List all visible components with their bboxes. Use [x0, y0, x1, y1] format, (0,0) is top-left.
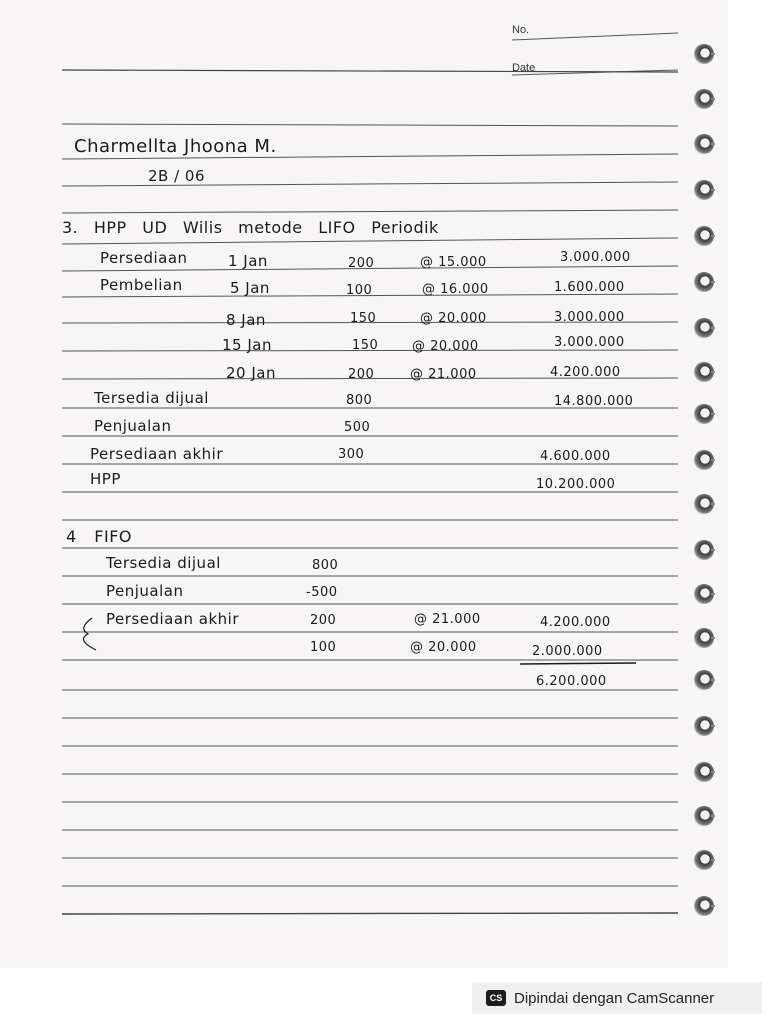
spiral-ring — [694, 670, 714, 690]
lifo-row-qty: 200 — [348, 256, 375, 271]
camscanner-text: Dipindai dengan CamScanner — [514, 989, 715, 1007]
fifo-ending-qty: 200 — [310, 613, 337, 628]
fifo-sales-label: Penjualan — [106, 582, 184, 600]
lifo-row-date: 5 Jan — [230, 279, 270, 297]
lifo-row-date: 20 Jan — [226, 364, 276, 382]
spiral-ring — [694, 628, 714, 648]
lifo-title: 3. HPP UD Wilis metode LIFO Periodik — [62, 218, 439, 237]
lifo-row-price: @ 15.000 — [420, 255, 487, 270]
lifo-row-total: 1.600.000 — [554, 280, 625, 295]
spiral-ring — [694, 180, 714, 200]
lifo-row-total: 4.200.000 — [550, 365, 621, 380]
student-name: Charmellta Jhoona M. — [74, 136, 277, 157]
sum-underline — [520, 663, 636, 664]
fifo-ending-qty: 100 — [310, 640, 337, 655]
fifo-ending-price: @ 21.000 — [414, 612, 481, 627]
spiral-ring — [694, 362, 714, 382]
class-number: 2B / 06 — [148, 167, 206, 185]
spiral-ring — [694, 762, 714, 782]
lifo-ending-qty: 300 — [338, 447, 365, 462]
fifo-title: 4 FIFO — [66, 527, 132, 546]
lifo-row-date: 8 Jan — [226, 311, 266, 329]
spiral-ring — [694, 404, 714, 424]
date-label: Date — [512, 62, 536, 74]
lifo-available-total: 14.800.000 — [554, 394, 634, 409]
spiral-ring — [694, 318, 714, 338]
spiral-ring — [694, 44, 714, 64]
spiral-ring — [694, 272, 714, 292]
lifo-row-total: 3.000.000 — [554, 335, 625, 350]
lifo-row-price: @ 16.000 — [422, 282, 489, 297]
lifo-row-total: 3.000.000 — [554, 310, 625, 325]
spiral-ring — [694, 540, 714, 560]
lifo-row-price: @ 20.000 — [412, 339, 479, 354]
fifo-ending-total: 4.200.000 — [540, 615, 611, 630]
spiral-ring — [694, 584, 714, 604]
no-label: No. — [512, 24, 530, 36]
spiral-ring — [694, 450, 714, 470]
spiral-ring — [694, 806, 714, 826]
lifo-cogs-label: HPP — [90, 470, 121, 488]
lifo-row-total: 3.000.000 — [560, 250, 631, 265]
spiral-ring — [694, 89, 714, 109]
spiral-ring — [694, 850, 714, 870]
camscanner-watermark — [472, 982, 762, 1014]
lifo-row-qty: 150 — [352, 338, 379, 353]
fifo-ending-total: 2.000.000 — [532, 644, 603, 659]
lifo-ending-total: 4.600.000 — [540, 449, 611, 464]
fifo-sum-total: 6.200.000 — [536, 674, 607, 689]
spiral-ring — [694, 226, 714, 246]
lifo-row-qty: 100 — [346, 283, 373, 298]
lifo-ending-label: Persediaan akhir — [90, 445, 224, 463]
spiral-ring — [694, 716, 714, 736]
brace-mark — [84, 618, 97, 650]
fifo-ending-label: Persediaan akhir — [106, 610, 240, 628]
lifo-row-qty: 200 — [348, 367, 375, 382]
lifo-row-label: Pembelian — [100, 276, 183, 294]
fifo-available-label: Tersedia dijual — [106, 554, 221, 572]
spiral-ring — [694, 896, 714, 916]
lifo-cogs-total: 10.200.000 — [536, 477, 616, 492]
lifo-row-label: Persediaan — [100, 249, 188, 267]
camscanner-logo: CS — [486, 990, 506, 1006]
lifo-row-qty: 150 — [350, 311, 377, 326]
spiral-ring — [694, 134, 714, 154]
lifo-row-price: @ 21.000 — [410, 367, 477, 382]
fifo-ending-price: @ 20.000 — [410, 640, 477, 655]
lifo-available-label: Tersedia dijual — [94, 389, 209, 407]
lifo-row-price: @ 20.000 — [420, 311, 487, 326]
lifo-available-qty: 800 — [346, 393, 373, 408]
lifo-row-date: 1 Jan — [228, 252, 268, 270]
lifo-sales-qty: 500 — [344, 420, 371, 435]
fifo-sales-qty: -500 — [306, 585, 338, 600]
lifo-sales-label: Penjualan — [94, 417, 172, 435]
fifo-available-qty: 800 — [312, 558, 339, 573]
lifo-row-date: 15 Jan — [222, 336, 272, 354]
spiral-ring — [694, 494, 714, 514]
